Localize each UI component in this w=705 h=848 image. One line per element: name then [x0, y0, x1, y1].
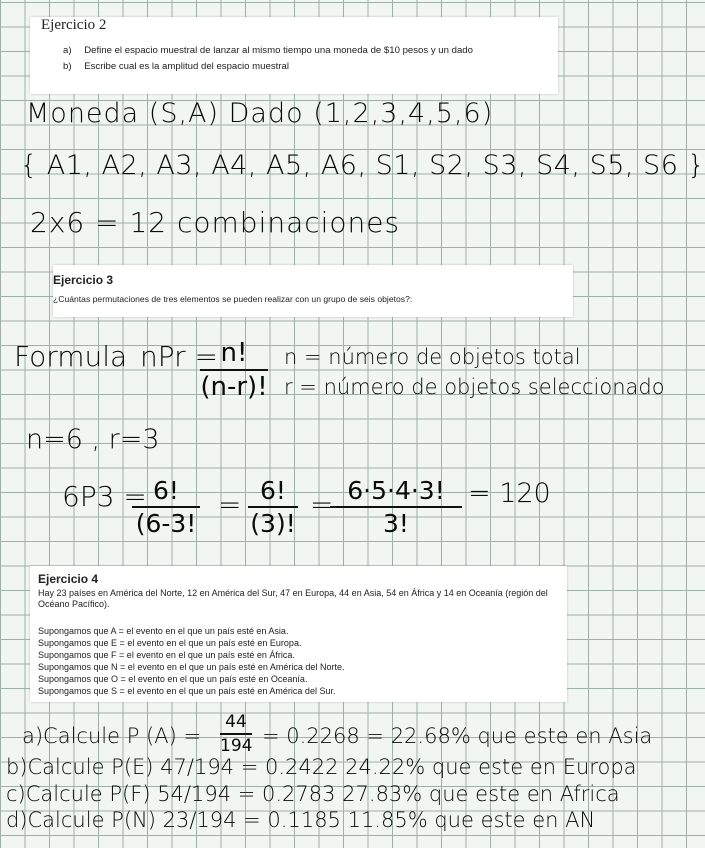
item-label: b)	[63, 61, 72, 72]
handwritten-calc-lhs: 6P3 =	[62, 480, 147, 513]
event-definition-f: Supongamos que F = el evento en el que un país esté en África.	[38, 650, 295, 660]
item-text: Escribe cual es la amplitud del espacio muestral	[84, 61, 289, 72]
fraction-bar	[200, 369, 268, 371]
fraction-numerator: 44	[225, 712, 247, 732]
handwritten-answer-d: d)Calcule P(N) 23/194 = 0.1185 11.85% que este en AN	[6, 808, 596, 832]
exercise-4-intro: Hay 23 países en América del Norte, 12 en América del Sur, 47 en Europa, 44 en Asia, 54 en África y 14 en Oceanía (región del Océano Pacífico).	[38, 588, 548, 609]
exercise-4-title: Ejercicio 4	[38, 572, 99, 586]
handwritten-answer-a-fraction	[220, 712, 252, 756]
fraction-denominator: (6-3!	[135, 509, 197, 538]
fraction-numerator: 6!	[260, 476, 286, 505]
fraction-denominator: (3)!	[250, 509, 296, 538]
handwritten-equals-1: =	[218, 488, 242, 521]
fraction-numerator: n!	[220, 338, 248, 368]
handwritten-sample-space-sets: Moneda (S,A) Dado (1,2,3,4,5,6)	[26, 98, 494, 129]
handwritten-amplitude: 2x6 = 12 combinaciones	[30, 206, 401, 239]
fraction-bar	[248, 506, 298, 508]
event-definition-n: Supongamos que N = el evento en el que un país esté en América del Norte.	[38, 662, 345, 672]
fraction-numerator: 6·5·4·3!	[347, 476, 445, 505]
exercise-2-title: Ejercicio 2	[41, 17, 107, 33]
handwritten-formula-fraction	[200, 338, 268, 402]
exercise-3-card	[53, 265, 573, 317]
handwritten-calc-fraction-3	[330, 476, 462, 538]
fraction-denominator: (n-r)!	[200, 372, 268, 402]
event-definition-e: Supongamos que E = el evento en el que un país esté en Europa.	[38, 638, 302, 648]
handwritten-definition-n: n = número de objetos total	[284, 345, 581, 369]
handwritten-calc-result: = 120	[468, 478, 551, 509]
handwritten-answer-b: b)Calcule P(E) 47/194 = 0.2422 24.22% que este en Europa	[6, 755, 637, 779]
event-definition-s: Supongamos que S = el evento en el que un país esté en América del Sur.	[38, 686, 336, 696]
event-definition-a: Supongamos que A = el evento en el que un país esté en Asia.	[38, 626, 289, 636]
handwritten-sample-space: { A1, A2, A3, A4, A5, A6, S1, S2, S3, S4, S5, S6 }	[20, 150, 705, 181]
fraction-bar	[330, 506, 462, 508]
handwritten-calc-fraction-2	[248, 476, 298, 538]
fraction-numerator: 6!	[153, 476, 179, 505]
fraction-denominator: 3!	[383, 509, 409, 538]
exercise-3-question: ¿Cuántas permutaciones de tres elementos se pueden realizar con un grupo de seis objetos?:	[53, 294, 413, 304]
event-definition-o: Supongamos que O = el evento en el que un país esté en Oceanía.	[38, 674, 308, 684]
handwritten-calc-fraction-1	[132, 476, 200, 538]
handwritten-equals-2: =	[310, 488, 334, 521]
fraction-bar	[220, 733, 252, 735]
handwritten-answer-a-suffix: = 0.2268 = 22.68% que este en Asia	[262, 724, 653, 748]
item-text: Define el espacio muestral de lanzar al mismo tiempo una moneda de $10 pesos y un dado	[84, 45, 473, 56]
handwritten-formula-label: Formula	[14, 340, 128, 373]
item-label: a)	[63, 45, 72, 56]
handwritten-answer-a-prefix: a)Calcule P (A) =	[22, 724, 202, 748]
fraction-bar	[132, 506, 200, 508]
handwritten-answer-c: c)Calcule P(F) 54/194 = 0.2783 27.83% que este en Africa	[6, 782, 620, 806]
handwritten-values: n=6 , r=3	[26, 424, 160, 455]
handwritten-formula-lhs: nPr =	[140, 340, 219, 373]
fraction-denominator: 194	[220, 736, 253, 756]
exercise-4-card	[30, 566, 567, 702]
exercise-2-item-a	[63, 45, 473, 56]
exercise-3-title: Ejercicio 3	[53, 273, 114, 287]
exercise-2-item-b	[63, 61, 289, 72]
exercise-2-card	[30, 17, 558, 94]
handwritten-definition-r: r = número de objetos seleccionado	[284, 375, 665, 399]
